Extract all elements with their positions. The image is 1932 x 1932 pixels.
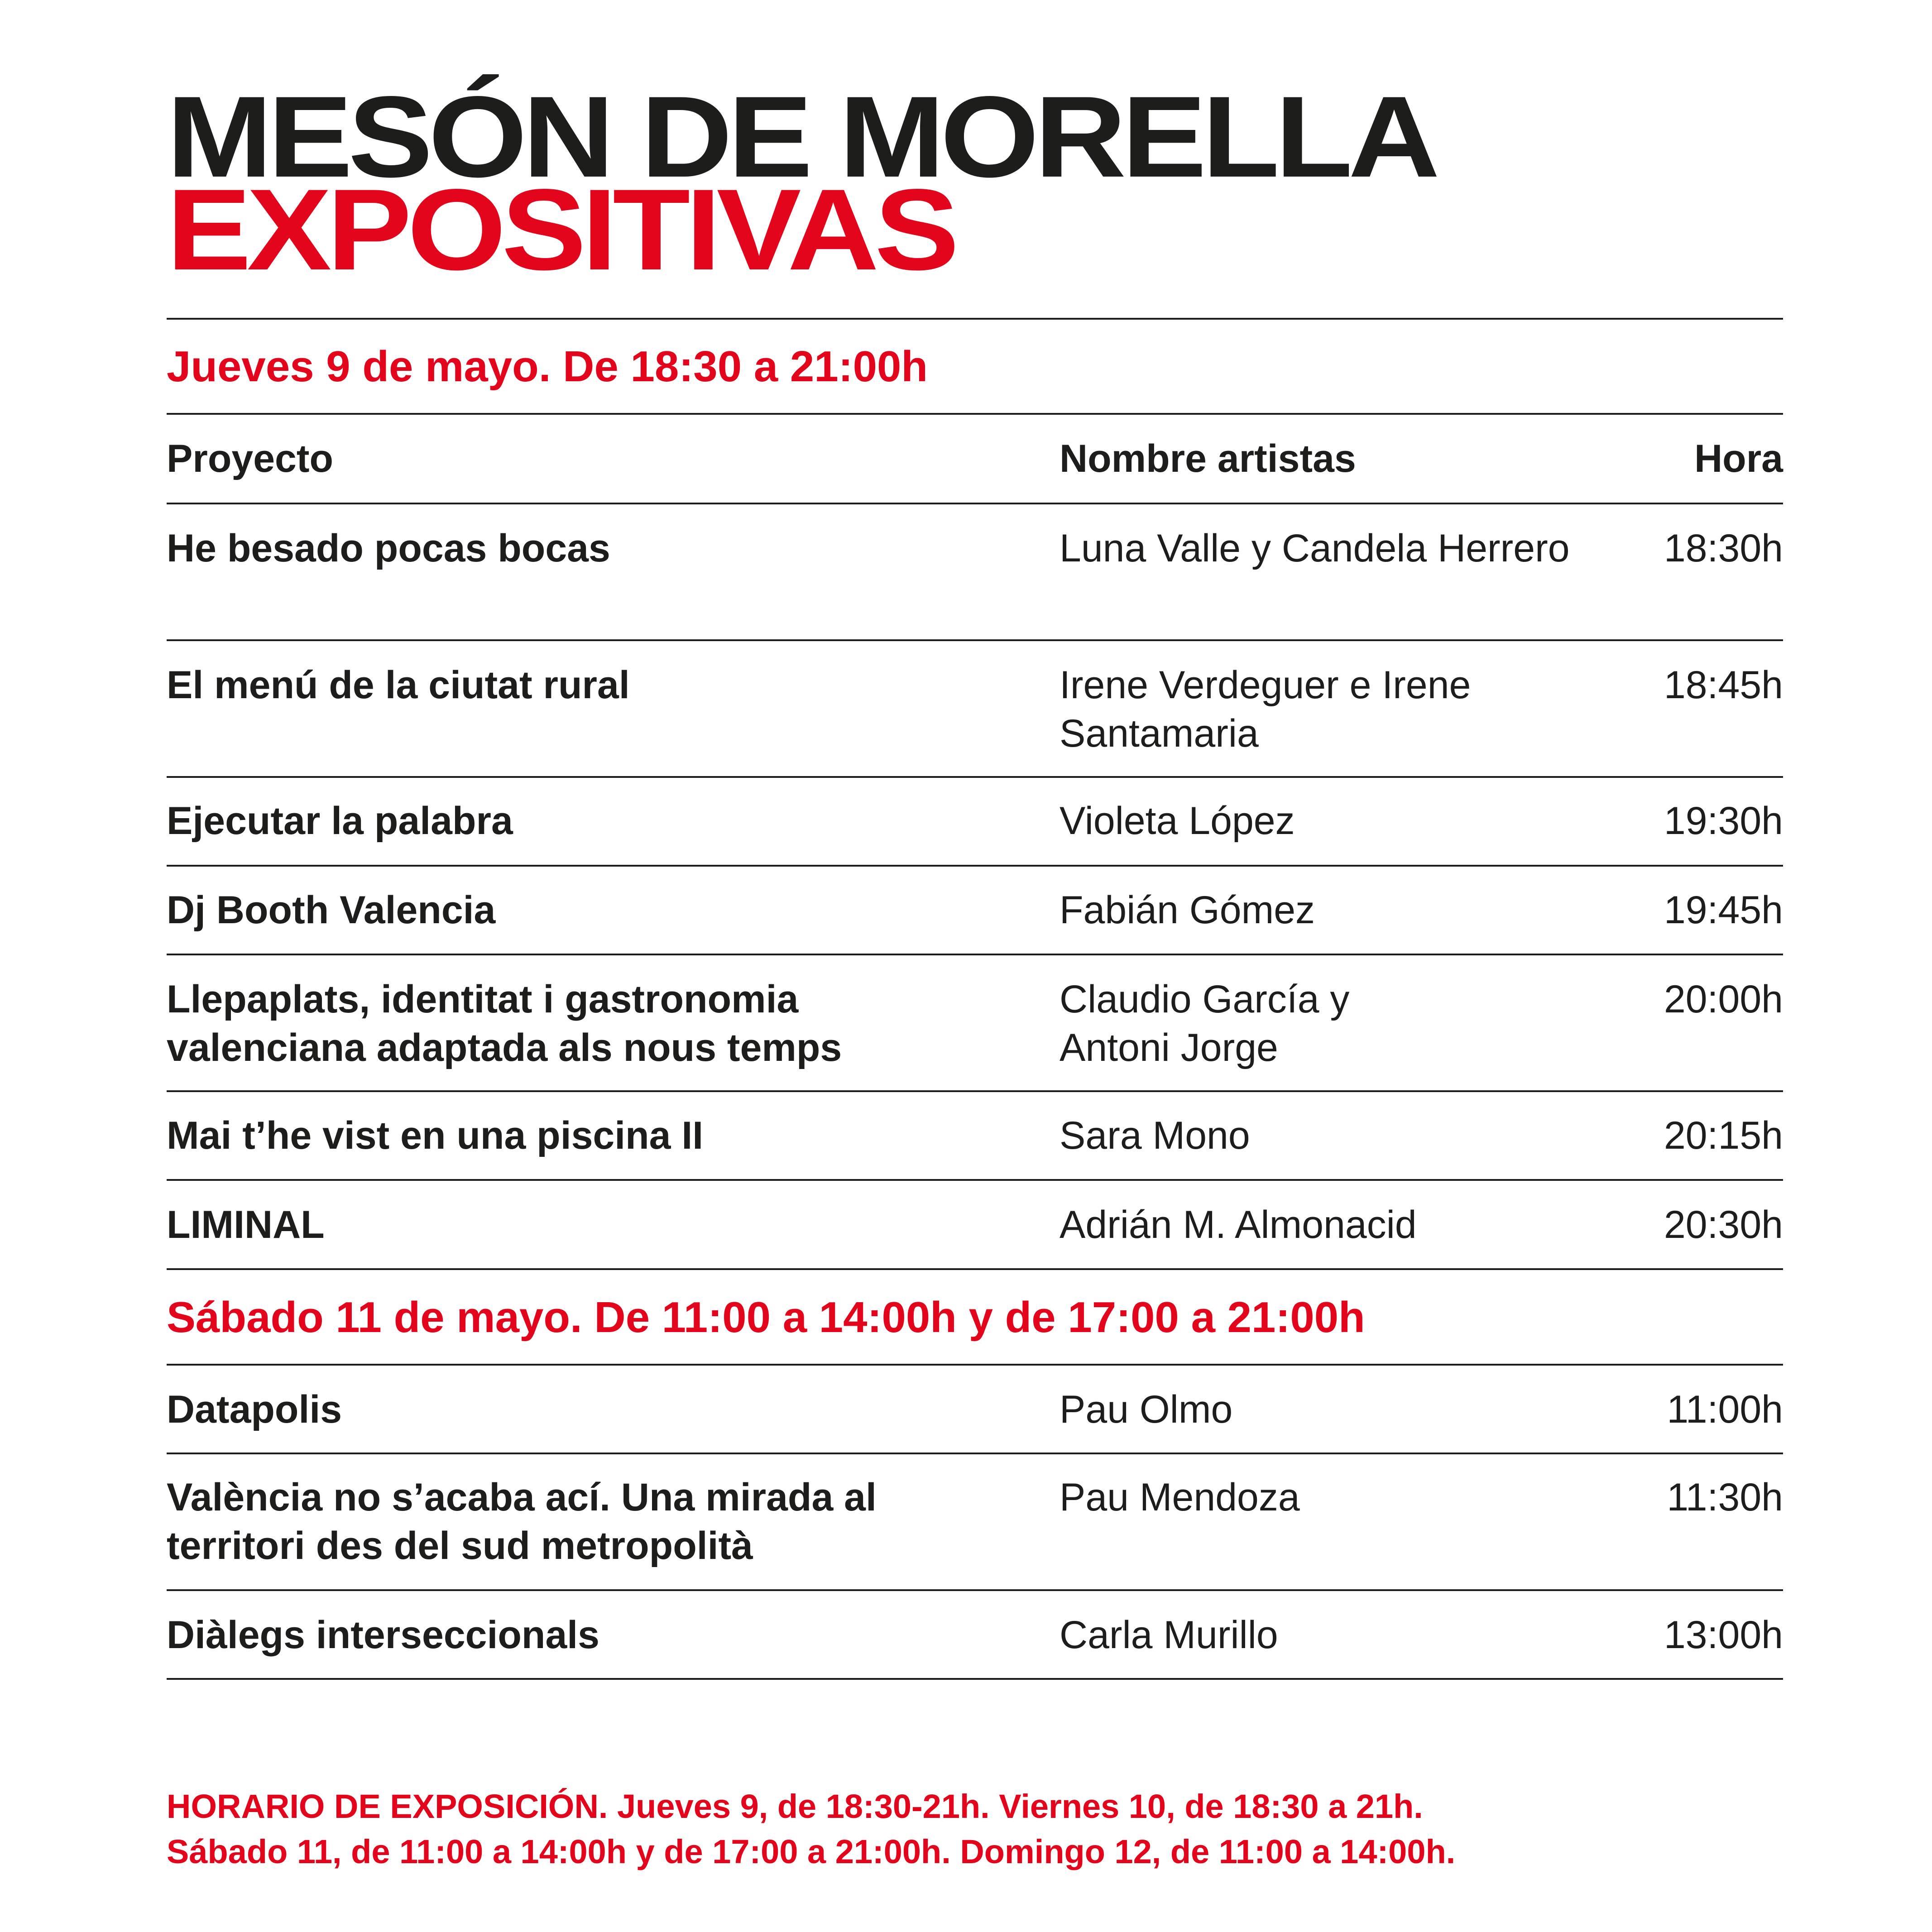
row-artistas: Pau Olmo bbox=[1059, 1388, 1233, 1431]
row-proyecto: Dj Booth Valencia bbox=[167, 888, 496, 932]
exhibition-hours-note bbox=[167, 1784, 1455, 1874]
row-proyecto: El menú de la ciutat rural bbox=[167, 663, 630, 707]
row-artistas: Violeta López bbox=[1059, 799, 1295, 843]
row-proyecto: Diàlegs interseccionals bbox=[167, 1613, 599, 1657]
divider bbox=[167, 1453, 1783, 1454]
row-artistas: Carla Murillo bbox=[1059, 1613, 1278, 1657]
row-proyecto: Datapolis bbox=[167, 1388, 342, 1431]
row-hora: 19:30h bbox=[1664, 799, 1783, 843]
divider bbox=[167, 954, 1783, 955]
header-artistas: Nombre artistas bbox=[1059, 437, 1356, 480]
row-artistas: Claudio García y Antoni Jorge bbox=[1059, 978, 1350, 1069]
divider bbox=[167, 1090, 1783, 1092]
divider bbox=[167, 1179, 1783, 1181]
row-hora: 20:15h bbox=[1664, 1114, 1783, 1157]
row-hora: 19:45h bbox=[1664, 888, 1783, 932]
row-proyecto: He besado pocas bocas bbox=[167, 527, 610, 570]
exhibition-hours-line-2: Sábado 11, de 11:00 a 14:00h y de 17:00 a 21:00h. Domingo 12, de 11:00 a 14:00h. bbox=[167, 1833, 1456, 1870]
divider bbox=[167, 318, 1783, 320]
row-hora: 11:30h bbox=[1667, 1476, 1783, 1519]
divider bbox=[167, 1364, 1783, 1366]
row-hora: 20:30h bbox=[1664, 1203, 1783, 1246]
row-artistas: Irene Verdeguer e Irene Santamaria bbox=[1059, 663, 1471, 755]
divider bbox=[167, 639, 1783, 641]
row-artistas: Sara Mono bbox=[1059, 1114, 1250, 1157]
row-hora: 20:00h bbox=[1664, 978, 1783, 1021]
divider bbox=[167, 776, 1783, 778]
row-hora: 18:30h bbox=[1664, 527, 1783, 570]
divider bbox=[167, 413, 1783, 415]
header-proyecto: Proyecto bbox=[167, 437, 334, 480]
title-venue: MESÓN DE MORELLA bbox=[167, 72, 1436, 201]
row-proyecto: València no s’acaba ací. Una mirada al territori des del sud metropolità bbox=[167, 1476, 877, 1568]
row-proyecto: LIMINAL bbox=[167, 1203, 325, 1246]
row-proyecto: Ejecutar la palabra bbox=[167, 799, 513, 843]
title-subtitle: EXPOSITIVAS bbox=[167, 165, 955, 294]
row-artistas: Adrián M. Almonacid bbox=[1059, 1203, 1417, 1246]
row-artistas: Fabián Gómez bbox=[1059, 888, 1315, 932]
header-hora: Hora bbox=[1694, 437, 1783, 480]
divider bbox=[167, 1589, 1783, 1591]
row-hora: 11:00h bbox=[1667, 1388, 1783, 1431]
title-block bbox=[167, 72, 1436, 294]
divider bbox=[167, 865, 1783, 867]
row-proyecto: Mai t’he vist en una piscina II bbox=[167, 1114, 704, 1157]
row-artistas: Luna Valle y Candela Herrero bbox=[1059, 527, 1570, 570]
row-hora: 18:45h bbox=[1664, 663, 1783, 707]
row-proyecto: Llepaplats, identitat i gastronomia valenciana adaptada als nous temps bbox=[167, 978, 842, 1069]
day-heading-thursday: Jueves 9 de mayo. De 18:30 a 21:00h bbox=[167, 342, 928, 391]
day-heading-saturday: Sábado 11 de mayo. De 11:00 a 14:00h y de 17:00 a 21:00h bbox=[167, 1293, 1365, 1342]
row-hora: 13:00h bbox=[1664, 1613, 1783, 1657]
row-artistas: Pau Mendoza bbox=[1059, 1476, 1300, 1519]
exhibition-hours-line-1: HORARIO DE EXPOSICIÓN. Jueves 9, de 18:30-21h. Viernes 10, de 18:30 a 21h. bbox=[167, 1788, 1423, 1825]
divider bbox=[167, 503, 1783, 504]
divider bbox=[167, 1268, 1783, 1270]
divider bbox=[167, 1678, 1783, 1680]
